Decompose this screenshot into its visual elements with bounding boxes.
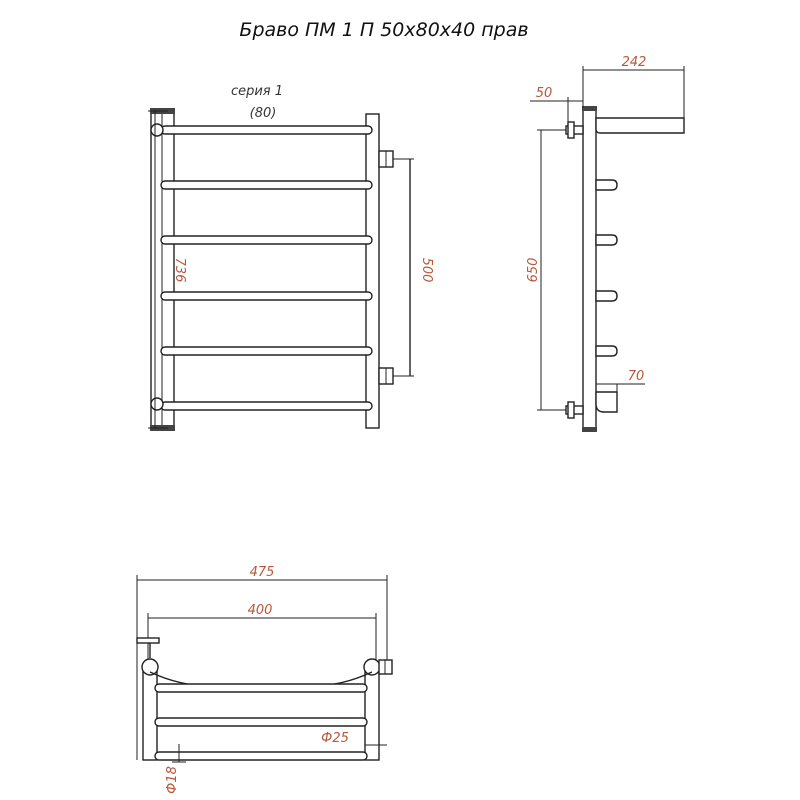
top-shelf-rails <box>155 684 367 760</box>
side-vertical-tube <box>583 108 596 430</box>
front-left-top-mount <box>151 124 163 136</box>
dim-top-tube-diameter: Ф25 <box>321 731 349 746</box>
dim-side-bottom-offset: 70 <box>627 369 645 384</box>
side-view <box>526 55 684 432</box>
drawing-title: Браво ПМ 1 П 50х80х40 прав <box>239 19 529 41</box>
front-rung <box>161 402 372 410</box>
side-top-shelf <box>596 118 684 133</box>
side-top-mount-bracket <box>568 122 574 138</box>
dim-top-inner-width: 400 <box>247 603 273 618</box>
side-tube-cap-top <box>582 106 597 111</box>
side-bottom-shelf <box>596 392 617 412</box>
top-shelf-rail <box>155 684 367 692</box>
top-left-wall-bracket <box>137 638 159 643</box>
dim-front-height: 736 <box>172 257 187 283</box>
front-rung <box>161 347 372 355</box>
side-rung-stub <box>596 235 617 245</box>
side-bottom-mount-bracket <box>568 402 574 418</box>
top-left-collector <box>143 668 157 760</box>
front-view <box>148 84 434 431</box>
side-rung-stub <box>596 291 617 301</box>
side-tube-cap-bottom <box>582 427 597 432</box>
front-rung <box>161 181 372 189</box>
side-rung-stubs <box>596 180 617 356</box>
front-right-tube <box>366 114 379 428</box>
top-right-collector <box>365 668 379 760</box>
front-rung <box>161 292 372 300</box>
series-label: серия 1 <box>230 84 284 99</box>
dim-front-connection: 500 <box>419 257 434 283</box>
dim-side-depth: 242 <box>621 55 647 70</box>
front-rung <box>161 126 372 134</box>
top-shelf-rail <box>155 718 367 726</box>
side-rung-stub <box>596 346 617 356</box>
dim-top-rail-diameter: Ф18 <box>165 766 180 794</box>
series-value: (80) <box>249 106 277 121</box>
top-shelf-rail <box>155 752 367 760</box>
front-rung <box>161 236 372 244</box>
dim-side-connection: 650 <box>526 257 541 283</box>
top-view <box>137 565 392 794</box>
dim-side-offset: 50 <box>535 86 553 101</box>
dim-top-total-width: 475 <box>249 565 275 580</box>
front-rungs <box>161 126 372 410</box>
side-rung-stub <box>596 180 617 190</box>
front-left-bottom-mount <box>151 398 163 410</box>
